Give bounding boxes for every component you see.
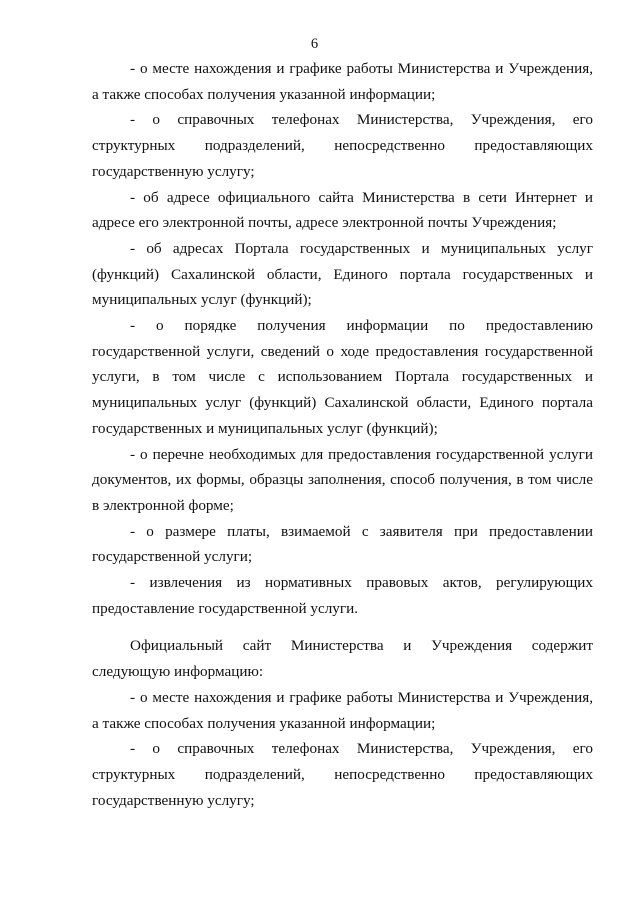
paragraph-legal-extracts: - извлечения из нормативных правовых актов, регулирующих предоставление государственной услуги. (92, 574, 593, 617)
paragraph-reference-phones-2: - о справочных телефонах Министерства, Учреждения, его структурных подразделений, непосредственно предоставляющих государственную услугу; (92, 740, 593, 809)
paragraph-information-procedure: - о порядке получения информации по предоставлению государственной услуги, сведений о ходе предоставления государственной услуги, в том числе с использованием Портала государственных и муниципальных услуг (функций) Сахалинской области, Единого портала государственных и муниципальных услуг (функций); (92, 317, 593, 437)
paragraph-fee-amount: - о размере платы, взимаемой с заявителя при предоставлении государственной услуги; (92, 522, 593, 566)
paragraph-portal-addresses: - об адресах Портала государственных и муниципальных услуг (функций) Сахалинской области, Единого портала государственных и муниципальных услуг (функций); (92, 239, 593, 309)
paragraph-website-contents: Официальный сайт Министерства и Учреждения содержит следующую информацию: (92, 637, 593, 681)
paragraph-location-schedule-2: - о месте нахождения и графике работы Министерства и Учреждения, а также способах получения указанной информации; (92, 688, 593, 732)
page-number: 6 (310, 36, 319, 52)
paragraph-location-schedule: - о месте нахождения и графике работы Министерства и Учреждения, а также способах получения указанной информации; (92, 60, 593, 103)
paragraph-documents-list: - о перечне необходимых для предоставления государственной услуги документов, их формы, образцы заполнения, способ получения, в том числе в электронной форме; (92, 445, 593, 514)
document-body (92, 56, 593, 813)
paragraph-reference-phones: - о справочных телефонах Министерства, Учреждения, его структурных подразделений, непосредственно предоставляющих государственную услугу; (92, 111, 593, 180)
paragraph-website-email: - об адресе официального сайта Министерства в сети Интернет и адресе его электронной почты, адресе электронной почты Учреждения; (92, 188, 593, 232)
